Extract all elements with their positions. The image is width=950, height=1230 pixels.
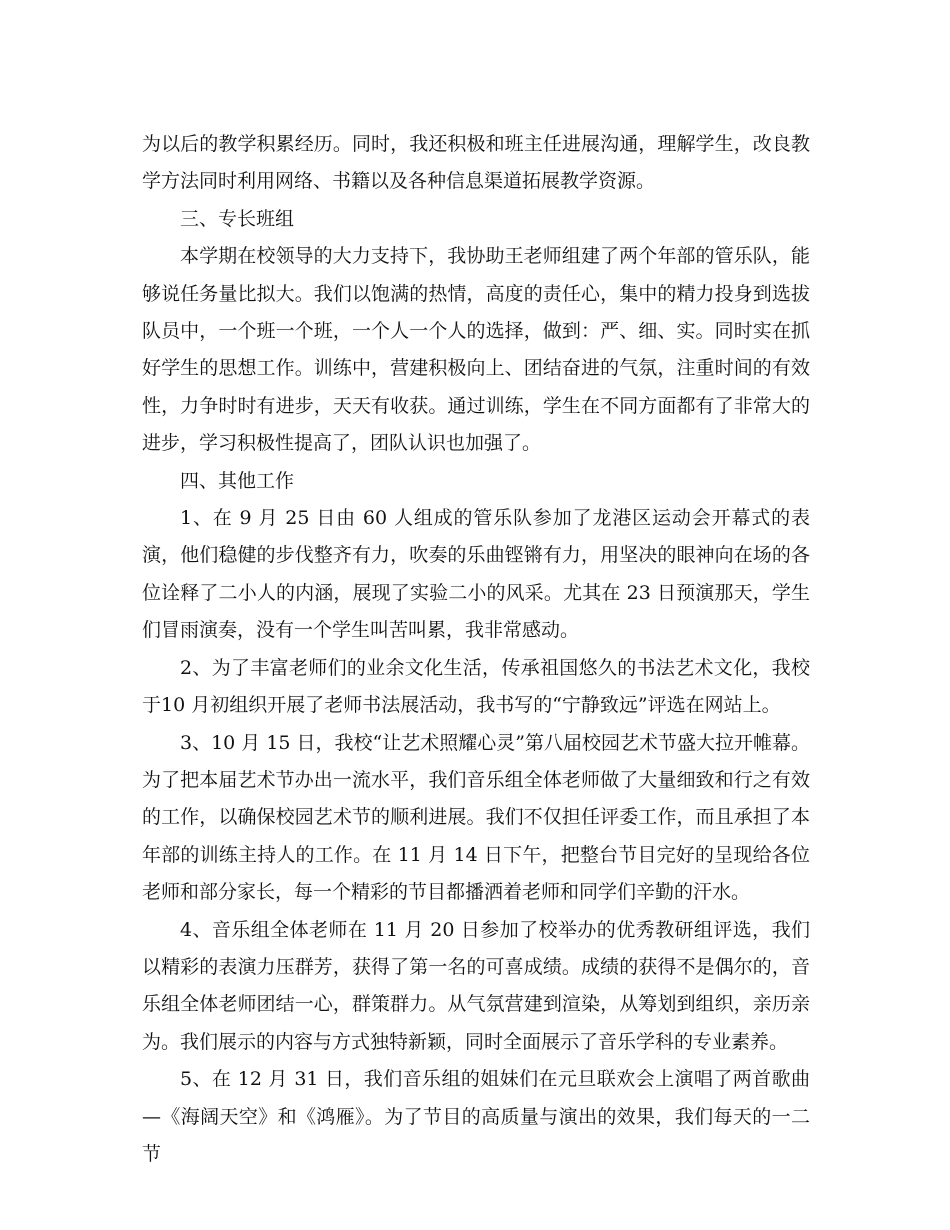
section-heading-other-work: 四、其他工作	[180, 469, 295, 492]
section-heading-specialty-groups: 三、专长班组	[180, 207, 295, 230]
document-body	[142, 126, 810, 1173]
paragraph-band: 本学期在校领导的大力支持下，我协助王老师组建了两个年部的管乐队，能够说任务量比拟大。我们以饱满的热情，高度的责任心，集中的精力投身到选拔队员中，一个班一个班，一个人一个人的选择，做到：严、细、实。同时实在抓好学生的思想工作。训练中，营建积极向上、团结奋进的气氛，注重时间的有效性，力争时时有进步，天天有收获。通过训练，学生在不同方面都有了非常大的进步，学习积极性提高了，团队认识也加强了。	[142, 245, 810, 455]
paragraph-item-1: 1、在 9 月 25 日由 60 人组成的管乐队参加了龙港区运动会开幕式的表演，他们稳健的步伐整齐有力，吹奏的乐曲铿锵有力，用坚决的眼神向在场的各位诠释了二小人的内涵，展现了实验二小的风采。尤其在 23 日预演那天，学生们冒雨演奏，没有一个学生叫苦叫累，我非常感动。	[142, 507, 810, 642]
paragraph-item-4: 4、音乐组全体老师在 11 月 20 日参加了校举办的优秀教研组评选，我们以精彩的表演力压群芳，获得了第一名的可喜成绩。成绩的获得不是偶尔的，音乐组全体老师团结一心，群策群力。从气氛营建到渲染，从筹划到组织，亲历亲为。我们展示的内容与方式独特新颖，同时全面展示了音乐学科的专业素养。	[142, 918, 810, 1053]
paragraph-item-5: 5、在 12 月 31 日，我们音乐组的姐妹们在元旦联欢会上演唱了两首歌曲—《海阔天空》和《鸿雁》。为了节目的高质量与演出的效果，我们每天的一二节	[142, 1068, 810, 1165]
paragraph-item-2: 2、为了丰富老师们的业余文化生活，传承祖国悠久的书法艺术文化，我校于10 月初组织开展了老师书法展活动，我书写的“宁静致远”评选在网站上。	[142, 656, 810, 717]
paragraph-continuation: 为以后的教学积累经历。同时，我还积极和班主任进展沟通，理解学生，改良教学方法同时利用网络、书籍以及各种信息渠道拓展教学资源。	[142, 133, 810, 193]
paragraph-item-3: 3、10 月 15 日，我校“让艺术照耀心灵”第八届校园艺术节盛大拉开帷幕。为了把本届艺术节办出一流水平，我们音乐组全体老师做了大量细致和行之有效的工作，以确保校园艺术节的顺利进展。我们不仅担任评委工作，而且承担了本年部的训练主持人的工作。在 11 月 14 日下午，把整台节目完好的呈现给各位老师和部分家长，每一个精彩的节目都播洒着老师和同学们辛勤的汗水。	[142, 731, 810, 904]
